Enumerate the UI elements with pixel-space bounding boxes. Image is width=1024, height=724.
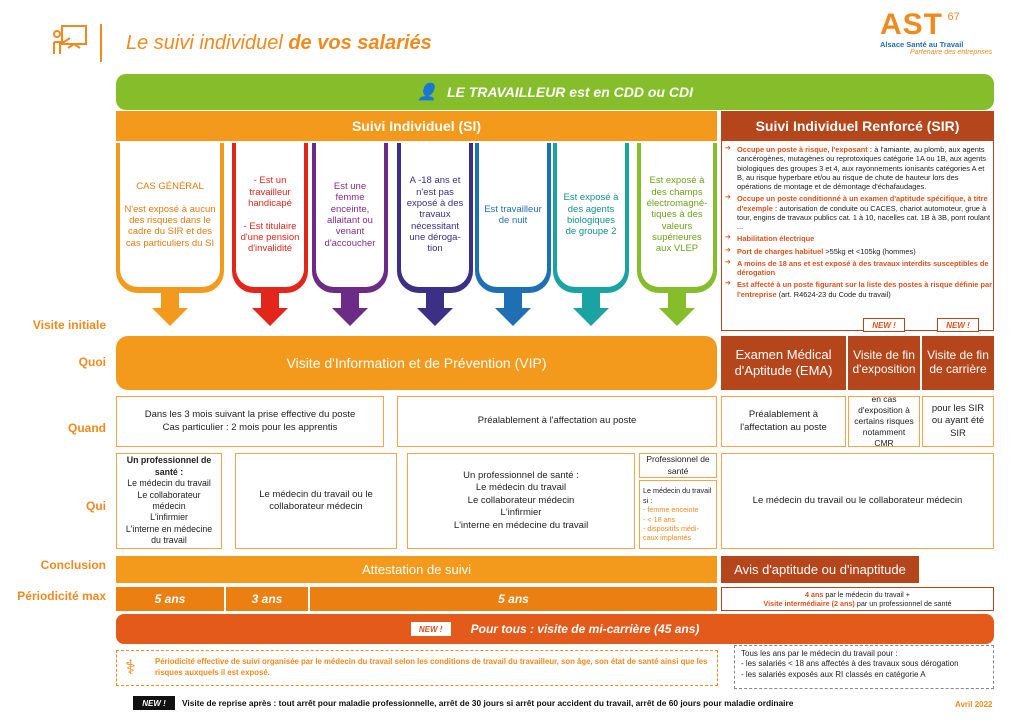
arrow-stem <box>261 293 279 309</box>
down-arrow-icon <box>332 308 368 326</box>
si-card-text: Est travailleur de nuit <box>479 143 547 287</box>
si-card-1 <box>116 143 224 293</box>
quand-si-2: Préalablement à l'affectation au poste <box>397 396 717 447</box>
new-badge-fin-carriere: NEW ! <box>937 318 979 332</box>
arrow-stem <box>504 293 522 309</box>
quand-fin-expo: en cas d'exposition à certains risques notamment CMR <box>848 396 920 447</box>
mid-career-bar: NEW ! Pour tous : visite de mi-carrière (45 ans) <box>116 614 994 644</box>
si-card-text: Est une femme enceinte, allaitant ou venant d'accoucher <box>316 143 384 287</box>
periodicite-sir: 4 ans par le médecin du travail + Visite intermédiaire (2 ans) par un professionnel de santé <box>721 587 994 611</box>
qui-si-1: Un professionnel de santé : Le médecin du travail Le collaborateur médecin L'infirmier L'interne en médecine du travail <box>116 453 222 549</box>
si-card-3 <box>312 143 388 293</box>
arrow-stem <box>341 293 359 309</box>
arrow-stem <box>582 293 600 309</box>
ema-box: Examen Médical d'Aptitude (EMA) <box>721 336 846 390</box>
si-card-text: Est exposé à des champs électromagné-tiques à des valeurs supérieures aux VLEP <box>641 143 713 287</box>
presenter-icon <box>50 22 90 62</box>
new-badge-mid-career: NEW ! <box>411 622 451 636</box>
si-card-6 <box>553 143 629 293</box>
qui-sir: Le médecin du travail ou le collaborateur médecin <box>721 453 994 549</box>
fin-carriere-box: Visite de fin de carrière <box>922 336 994 390</box>
worker-banner: 👤 LE TRAVAILLEUR est en CDD ou CDI <box>116 74 994 110</box>
quand-fin-carriere: pour les SIR ou ayant été SIR <box>922 396 994 447</box>
footer-right-box: Tous les ans par le médecin du travail pour : - les salariés < 18 ans affectés à des travaux sous dérogation - les salariés exposés aux RI classés en catégorie A <box>734 645 994 689</box>
down-arrow-icon <box>659 308 695 326</box>
row-label-quand: Quand <box>68 421 106 435</box>
sir-criterion: ➔ Habilitation électrique <box>725 234 993 243</box>
new-badge-reprise: NEW ! <box>133 696 175 710</box>
quand-si-1: Dans les 3 mois suivant la prise effective du poste Cas particulier : 2 mois pour les apprentis <box>116 396 384 447</box>
si-card-7 <box>637 143 717 293</box>
qui-si-2: Le médecin du travail ou le collaborateur médecin <box>235 453 397 549</box>
sir-criterion: ➔ Est affecté à un poste figurant sur la liste des postes à risque définie par l'entreprise (art. R4624-23 du Code du travail) <box>725 280 993 299</box>
qui-si-4a: Professionnel de santé <box>639 453 717 478</box>
page-title: Le suivi individuel de vos salariés <box>126 32 432 54</box>
row-label-quoi: Quoi <box>78 355 106 369</box>
down-arrow-icon <box>252 308 288 326</box>
sir-criterion: ➔ Port de charges habituel >55kg et <105kg (hommes) <box>725 247 993 256</box>
arrow-stem <box>161 293 179 309</box>
down-arrow-icon <box>152 308 188 326</box>
stethoscope-icon: ⚕ <box>125 657 136 679</box>
si-card-text: - Est un travailleur handicapé - Est titulaire d'une pension d'invalidité <box>236 143 304 287</box>
qui-si-3: Un professionnel de santé : Le médecin du travail Le collaborateur médecin L'infirmier L'interne en médecine du travail <box>407 453 635 549</box>
footer-left-box: ⚕ Périodicité effective de suivi organisée par le médecin du travail selon les conditions de travail du travailleur, son âge, son état de santé ainsi que les risques auxquels il est exposé. <box>116 650 718 686</box>
periodicite-1: 5 ans <box>116 587 224 611</box>
conclusion-si: Attestation de suivi <box>116 556 717 583</box>
arrow-stem <box>668 293 686 309</box>
quand-ema: Préalablement à l'affectation au poste <box>721 396 846 447</box>
down-arrow-icon <box>495 308 531 326</box>
qui-si-4b: Le médecin du travail si : - femme enceinte - < 18 ans - dispositifs médi-caux implantés <box>639 480 717 549</box>
conclusion-sir: Avis d'aptitude ou d'inaptitude <box>721 556 919 583</box>
si-card-text: Est exposé à des agents biologiques de groupe 2 <box>557 143 625 287</box>
date-label: Avril 2022 <box>955 700 993 709</box>
si-card-5 <box>475 143 551 293</box>
logo: AST $^{67}$ Alsace Santé au Travail Partenaire des entreprises <box>880 8 993 56</box>
row-label-qui: Qui <box>86 499 106 513</box>
worker-icon: 👤 <box>417 84 437 101</box>
si-header: Suivi Individuel (SI) <box>116 111 717 141</box>
periodicite-3: 5 ans <box>310 587 717 611</box>
arrow-stem <box>426 293 444 309</box>
new-badge-fin-expo: NEW ! <box>863 318 905 332</box>
row-label-conclusion: Conclusion <box>40 558 106 572</box>
sir-criterion: ➔ Occupe un poste conditionné à un examen d'aptitude spécifique, à titre d'exemple : autorisation de conduite ou CACES, chariot automoteur, grue à tour, engins de travaux publics cat. 1 à 10, nacelles cat. 1B à 3B, pont roulant ... <box>725 194 993 231</box>
footer-bottom-note: Visite de reprise après : tout arrêt pour maladie professionnelle, arrêt de 30 jours si arrêt pour accident du travail, arrêt de 60 jours pour maladie ordinaire <box>182 698 794 708</box>
sir-criterion: ➔ A moins de 18 ans et est exposé à des travaux interdits susceptibles de dérogation <box>725 259 993 278</box>
down-arrow-icon <box>573 308 609 326</box>
title-divider <box>100 24 102 62</box>
sir-header: Suivi Individuel Renforcé (SIR) <box>721 111 994 141</box>
si-card-text: A -18 ans et n'est pas exposé à des travaux nécessitant une déroga-tion <box>401 143 469 287</box>
si-card-4 <box>397 143 473 293</box>
sir-criterion: ➔ Occupe un poste à risque, l'exposant : à l'amiante, au plomb, aux agents cancérogènes, mutagènes ou reprotoxiques catégorie 1A ou 1B, aux agents biologiques des groupes 3 et 4, aux rayonnements ionisants catégories A et B, au risque hyperbare et/ou au risque de chute de hauteur lors des opérations de montage et de démontage d'échafaudages. <box>725 145 993 191</box>
si-card-text: CAS GÉNÉRAL N'est exposé à aucun des risques dans le cadre du SIR et des cas particuliers du SI <box>120 143 220 287</box>
row-label-periodicite: Périodicité max <box>17 589 106 603</box>
fin-exposition-box: Visite de fin d'exposition <box>848 336 920 390</box>
down-arrow-icon <box>417 308 453 326</box>
vip-bar: Visite d'Information et de Prévention (VIP) <box>116 336 717 390</box>
row-label-visite: Visite initiale <box>32 318 106 332</box>
sir-criteria-list <box>725 145 993 302</box>
periodicite-2: 3 ans <box>226 587 308 611</box>
si-card-2 <box>232 143 308 293</box>
